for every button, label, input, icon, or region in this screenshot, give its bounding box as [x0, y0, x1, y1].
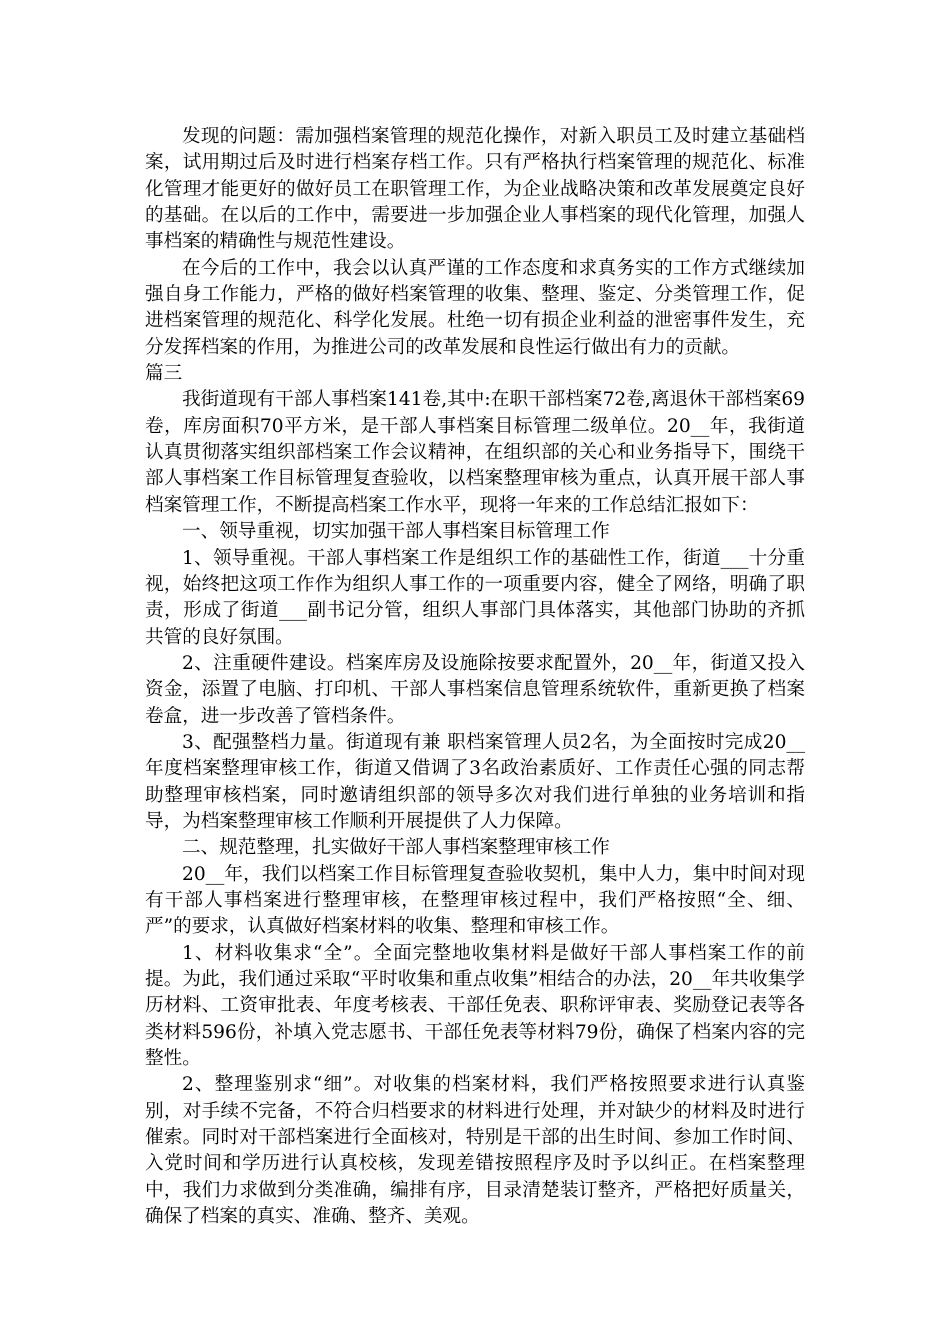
paragraph-identification: 2、整理鉴别求“细”。对收集的档案材料，我们严格按照要求进行认真鉴别，对手续不完备，不符合归档要求的材料进行处理，并对缺少的材料及时进行催索。同时对干部档案进行全面核对，特别是干部的出生时间、参加工作时间、入党时间和学历进行认真校核，发现差错按照程序及时予以纠正。在档案整理中，我们力求做到分类准确，编排有序，目录清楚装订整齐，严格把好质量关，确保了档案的真实、准确、整齐、美观。 — [145, 1074, 805, 1228]
paragraph-hardware: 2、注重硬件建设。档案库房及设施除按要求配置外，20__年，街道又投入资金，添置了电脑、打印机、干部人事档案信息管理系统软件，重新更换了档案卷盒，进一步改善了管档条件。 — [145, 652, 805, 727]
paragraph-staffing: 3、配强整档力量。街道现有兼 职档案管理人员2名，为全面按时完成20__年度档案整理审核工作，街道又借调了3名政治素质好、工作责任心强的同志帮助整理审核档案，同时邀请组织部的领导多次对我们进行单独的业务培训和指导，为档案整理审核工作顺利开展提供了人力保障。 — [145, 731, 805, 832]
section-heading-part-three: 篇三 — [145, 363, 183, 385]
document-page — [145, 124, 805, 1230]
paragraph-leadership-attention: 1、领导重视。干部人事档案工作是组织工作的基础性工作，街道___十分重视，始终把这项工作作为组织人事工作的一项重要内容，健全了网络，明确了职责，形成了街道___副书记分管，组织人事部门具体落实，其他部门协助的齐抓共管的良好氛围。 — [145, 547, 805, 648]
subheading-standardization: 二、规范整理，扎实做好干部人事档案整理审核工作 — [182, 837, 610, 859]
paragraph-collection: 1、材料收集求“全”。全面完整地收集材料是做好干部人事档案工作的前提。为此，我们通过采取“平时收集和重点收集”相结合的办法，20__年共收集学历材料、工资审批表、年度考核表、干部任免表、职称评审表、奖励登记表等各类材料596份，补填入党志愿书、干部任免表等材料79份，确保了档案内容的完整性。 — [145, 942, 805, 1070]
paragraph-future-work: 在今后的工作中，我会以认真严谨的工作态度和求真务实的工作方式继续加强自身工作能力，严格的做好档案管理的收集、整理、鉴定、分类管理工作，促进档案管理的规范化、科学化发展。杜绝一切有损企业利益的泄密事件发生，充分发挥档案的作用，为推进公司的改革发展和良性运行做出有力的贡献。 — [145, 257, 805, 358]
paragraph-overview: 我街道现有干部人事档案141卷,其中:在职干部档案72卷,离退休干部档案69卷，库房面积70平方米，是干部人事档案目标管理二级单位。20__年，我街道认真贯彻落实组织部档案工作会议精神，在组织部的关心和业务指导下，围绕干部人事档案工作目标管理复查验收，以档案整理审核为重点，认真开展干部人事档案管理工作，不断提高档案工作水平，现将一年来的工作总结汇报如下： — [145, 389, 805, 516]
paragraph-problems: 发现的问题：需加强档案管理的规范化操作，对新入职员工及时建立基础档案，试用期过后及时进行档案存档工作。只有严格执行档案管理的规范化、标准化管理才能更好的做好员工在职管理工作，为企业战略决策和改革发展奠定良好的基础。在以后的工作中，需要进一步加强企业人事档案的现代化管理，加强人事档案的精确性与规范性建设。 — [145, 126, 805, 253]
paragraph-review-intro: 20__年，我们以档案工作目标管理复查验收契机，集中人力，集中时间对现有干部人事档案进行整理审核，在整理审核过程中，我们严格按照“全、细、严”的要求，认真做好档案材料的收集、整理和审核工作。 — [145, 863, 805, 938]
subheading-leadership: 一、领导重视，切实加强干部人事档案目标管理工作 — [182, 521, 610, 543]
